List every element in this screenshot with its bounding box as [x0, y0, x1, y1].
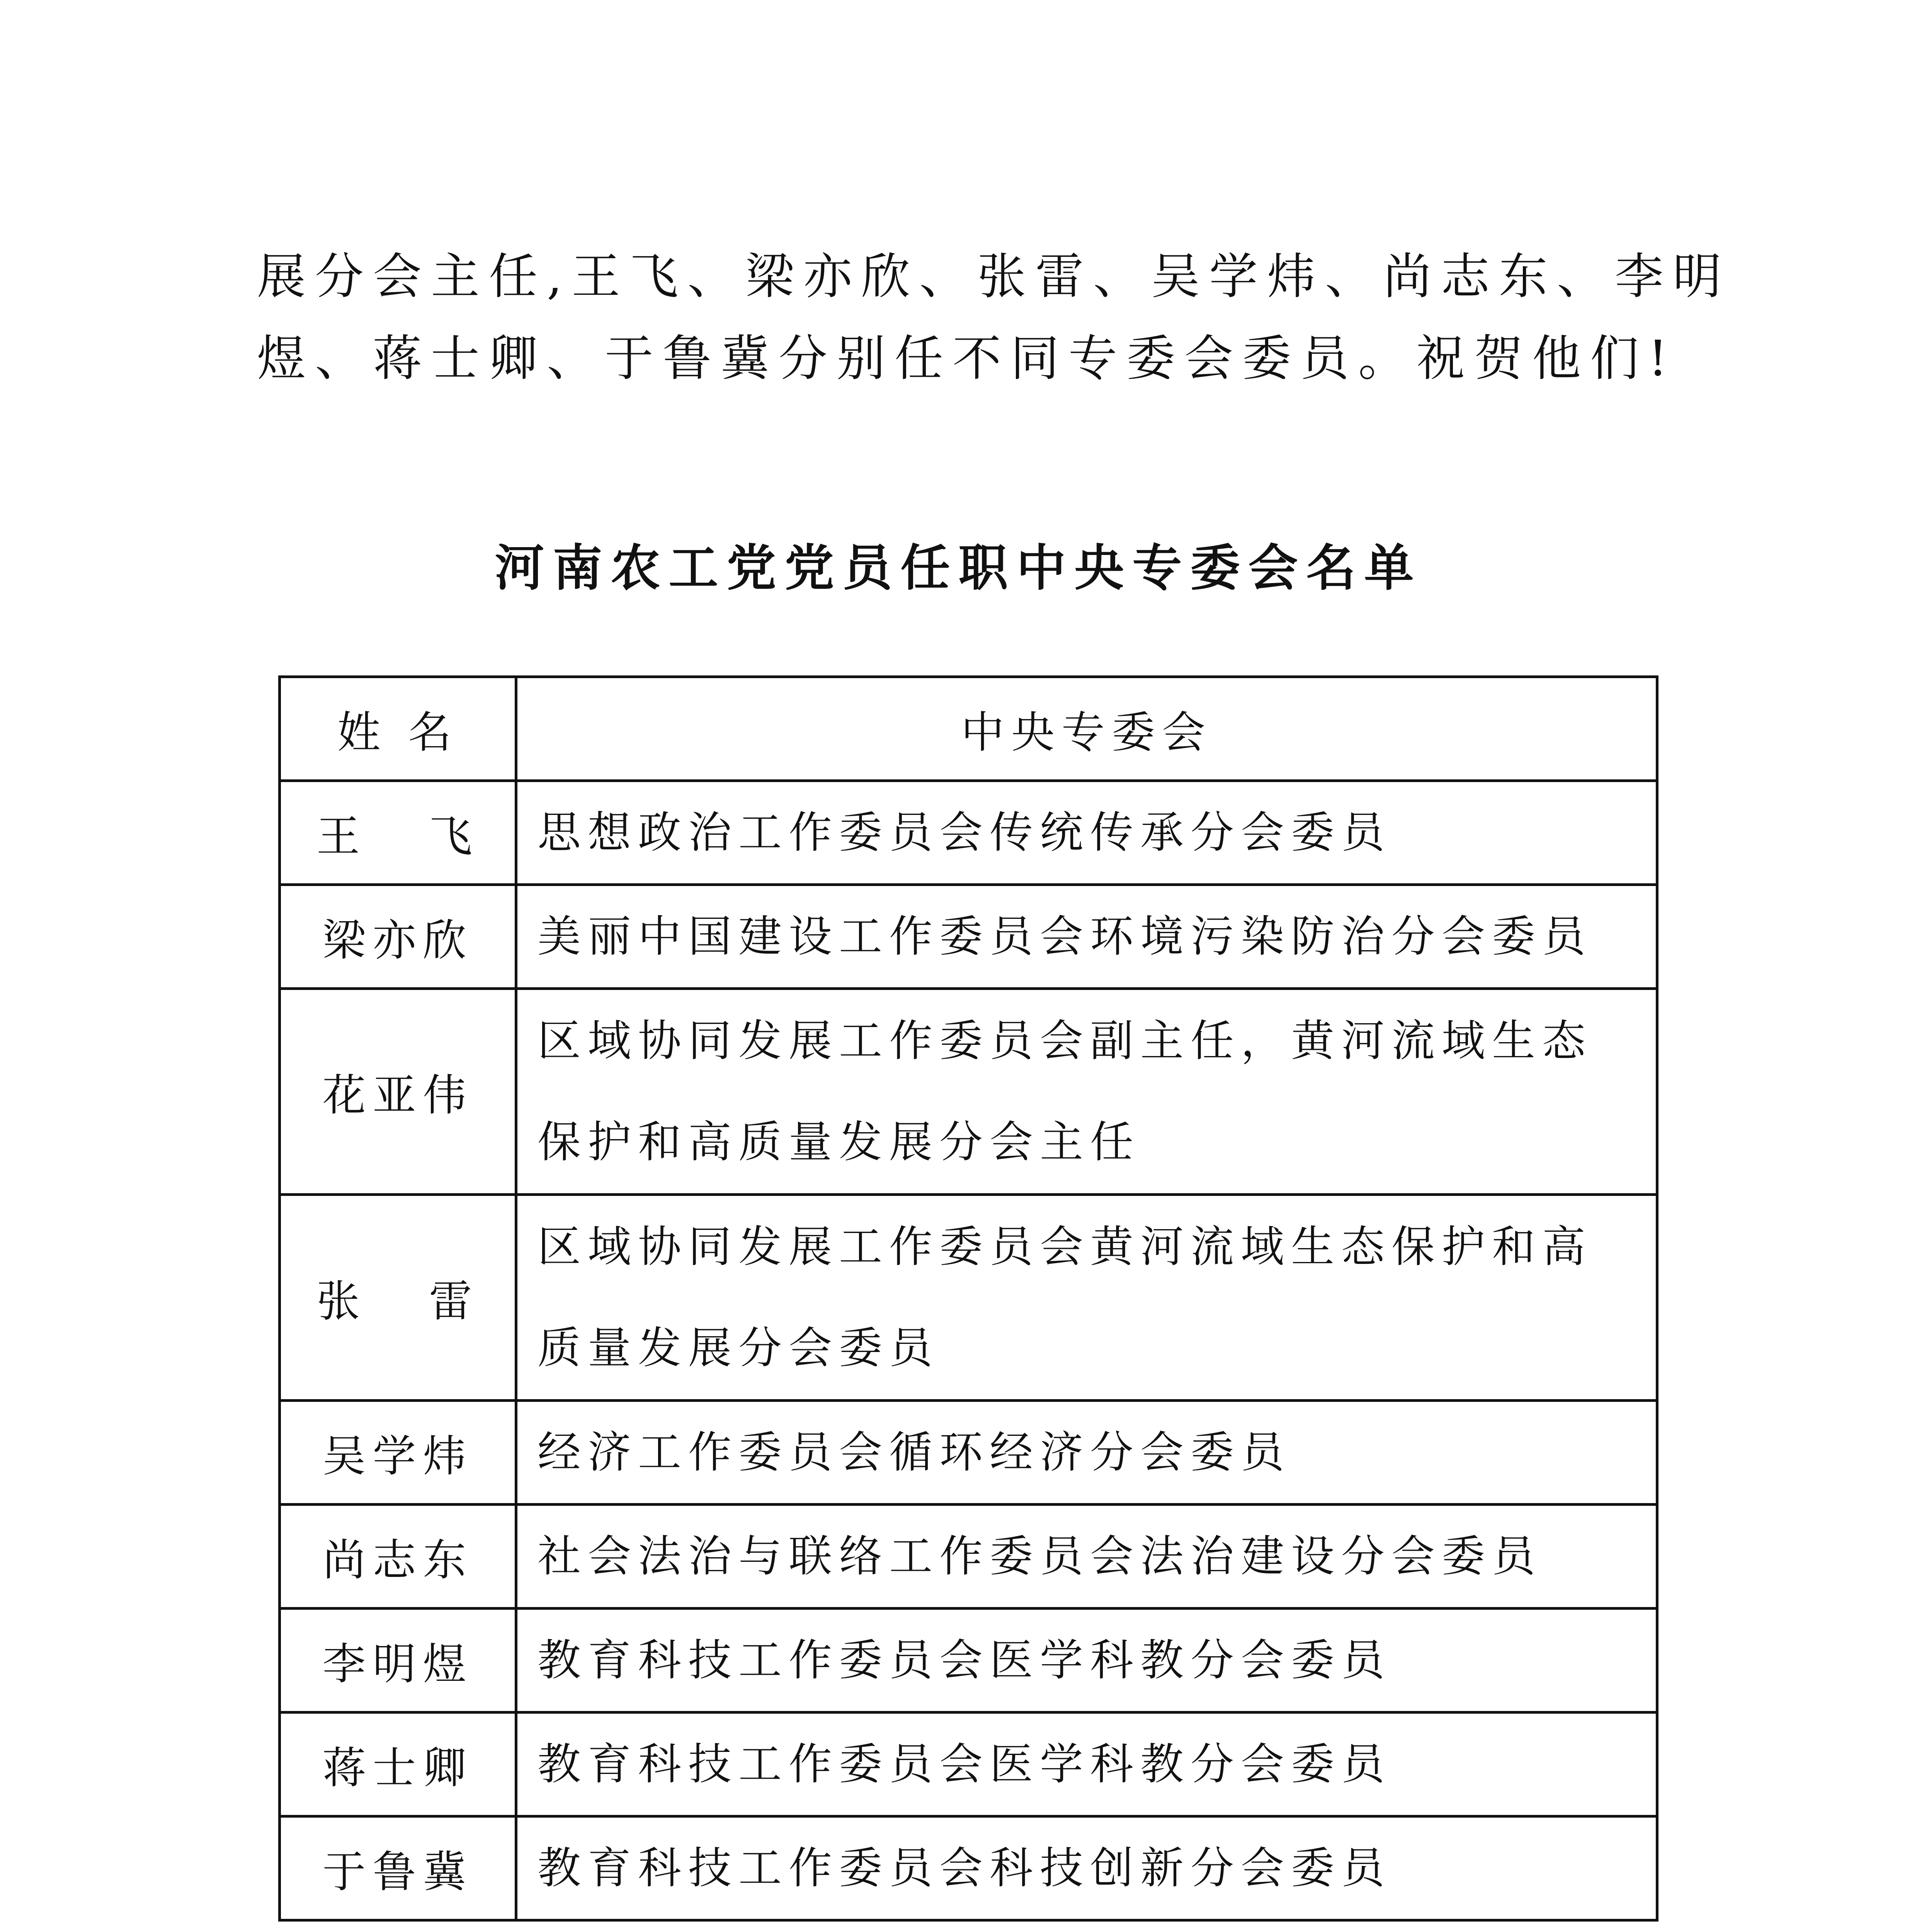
table-row — [280, 1401, 1657, 1505]
member-name: 于鲁冀 — [280, 1816, 516, 1920]
member-name: 蒋士卿 — [280, 1713, 516, 1816]
table-row — [280, 1609, 1657, 1713]
header-committee: 中央专委会 — [516, 677, 1657, 781]
committee-role: 教育科技工作委员会医学科教分会委员 — [516, 1713, 1657, 1816]
committee-role: 经济工作委员会循环经济分会委员 — [516, 1401, 1657, 1505]
header-name: 姓 名 — [280, 677, 516, 781]
table-row — [280, 1505, 1657, 1609]
table-row — [280, 1816, 1657, 1920]
member-name: 吴学炜 — [280, 1401, 516, 1505]
table-row — [280, 1713, 1657, 1816]
table-row — [280, 781, 1657, 885]
member-name: 尚志东 — [280, 1505, 516, 1609]
table-row — [280, 1195, 1657, 1401]
committee-role: 区域协同发展工作委员会黄河流域生态保护和高质量发展分会委员 — [516, 1195, 1657, 1401]
intro-paragraph — [257, 236, 1731, 400]
committee-role: 美丽中国建设工作委员会环境污染防治分会委员 — [516, 885, 1657, 989]
table-header-row — [280, 677, 1657, 781]
document-title: 河南农工党党员任职中央专委会名单 — [495, 539, 1422, 597]
committee-role: 思想政治工作委员会传统传承分会委员 — [516, 781, 1657, 885]
committee-role: 教育科技工作委员会科技创新分会委员 — [516, 1816, 1657, 1920]
intro-line-2: 煜、蒋士卿、于鲁冀分别任不同专委会委员。祝贺他们! — [257, 330, 1677, 387]
member-name: 张 雷 — [280, 1195, 516, 1401]
appointments-table — [278, 675, 1658, 1922]
committee-role: 区域协同发展工作委员会副主任，黄河流域生态保护和高质量发展分会主任 — [516, 989, 1657, 1195]
table-row — [280, 989, 1657, 1195]
committee-role: 教育科技工作委员会医学科教分会委员 — [516, 1609, 1657, 1713]
member-name: 梁亦欣 — [280, 885, 516, 989]
member-name: 花亚伟 — [280, 989, 516, 1195]
committee-role: 社会法治与联络工作委员会法治建设分会委员 — [516, 1505, 1657, 1609]
member-name: 李明煜 — [280, 1609, 516, 1713]
intro-line-1: 展分会主任,王飞、梁亦欣、张雷、吴学炜、尚志东、李明 — [257, 248, 1731, 305]
table-row — [280, 885, 1657, 989]
member-name: 王 飞 — [280, 781, 516, 885]
